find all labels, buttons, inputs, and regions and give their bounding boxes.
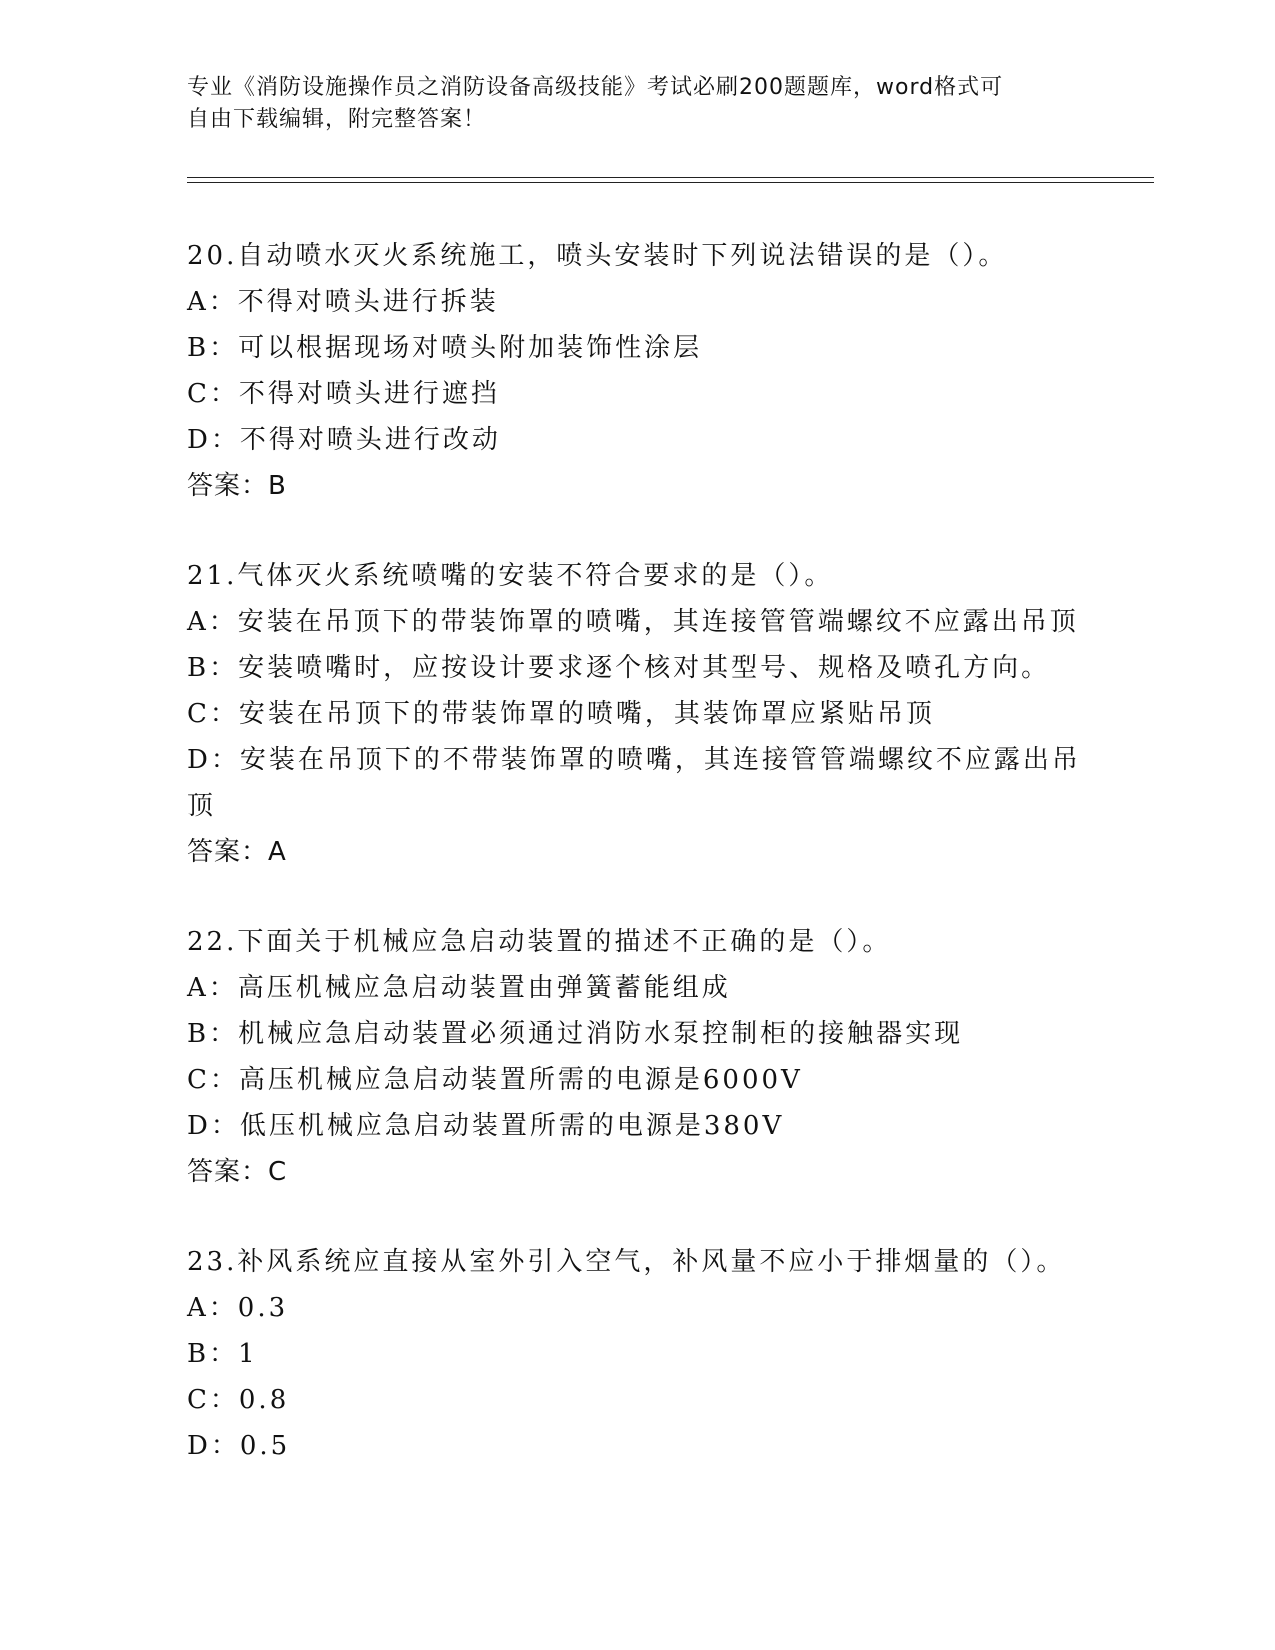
document-header: [187, 72, 1067, 136]
option-b: B：1: [187, 1339, 258, 1369]
header-divider-bottom: [187, 182, 1154, 183]
header-line-1: 专业《消防设施操作员之消防设备高级技能》考试必刷200题题库，word格式可: [187, 75, 1004, 100]
header-line-2: 自由下载编辑，附完整答案！: [187, 107, 487, 132]
question-20: [187, 233, 1087, 509]
question-list: [187, 233, 1087, 1513]
answer: 答案：B: [187, 471, 287, 501]
option-d: D：0.5: [187, 1431, 291, 1461]
question-23: [187, 1239, 1087, 1469]
option-a: A：高压机械应急启动装置由弹簧蓄能组成: [187, 973, 731, 1003]
option-a: A：0.3: [187, 1293, 289, 1323]
option-b: B：安装喷嘴时，应按设计要求逐个核对其型号、规格及喷孔方向。: [187, 653, 1051, 683]
question-stem: 22.下面关于机械应急启动装置的描述不正确的是（）。: [187, 927, 892, 957]
question-stem: 20.自动喷水灭火系统施工，喷头安装时下列说法错误的是（）。: [187, 241, 1008, 271]
question-stem: 21.气体灭火系统喷嘴的安装不符合要求的是（）。: [187, 561, 834, 591]
option-c: C：0.8: [187, 1385, 290, 1415]
option-c: C：不得对喷头进行遮挡: [187, 379, 500, 409]
option-d: D：低压机械应急启动装置所需的电源是380V: [187, 1111, 785, 1141]
header-divider-top: [187, 177, 1154, 178]
question-22: [187, 919, 1087, 1195]
option-d: D：不得对喷头进行改动: [187, 425, 501, 455]
option-a: A：不得对喷头进行拆装: [187, 287, 499, 317]
option-a: A：安装在吊顶下的带装饰罩的喷嘴，其连接管管端螺纹不应露出吊顶: [187, 607, 1079, 637]
option-b: B：可以根据现场对喷头附加装饰性涂层: [187, 333, 703, 363]
question-21: [187, 553, 1087, 875]
answer: 答案：C: [187, 1157, 288, 1187]
option-c: C：高压机械应急启动装置所需的电源是6000V: [187, 1065, 803, 1095]
answer: 答案：A: [187, 837, 287, 867]
option-b: B：机械应急启动装置必须通过消防水泵控制柜的接触器实现: [187, 1019, 964, 1049]
option-c: C：安装在吊顶下的带装饰罩的喷嘴，其装饰罩应紧贴吊顶: [187, 699, 935, 729]
option-d: D：安装在吊顶下的不带装饰罩的喷嘴，其连接管管端螺纹不应露出吊顶: [187, 745, 1081, 821]
question-stem: 23.补风系统应直接从室外引入空气，补风量不应小于排烟量的（）。: [187, 1247, 1066, 1277]
